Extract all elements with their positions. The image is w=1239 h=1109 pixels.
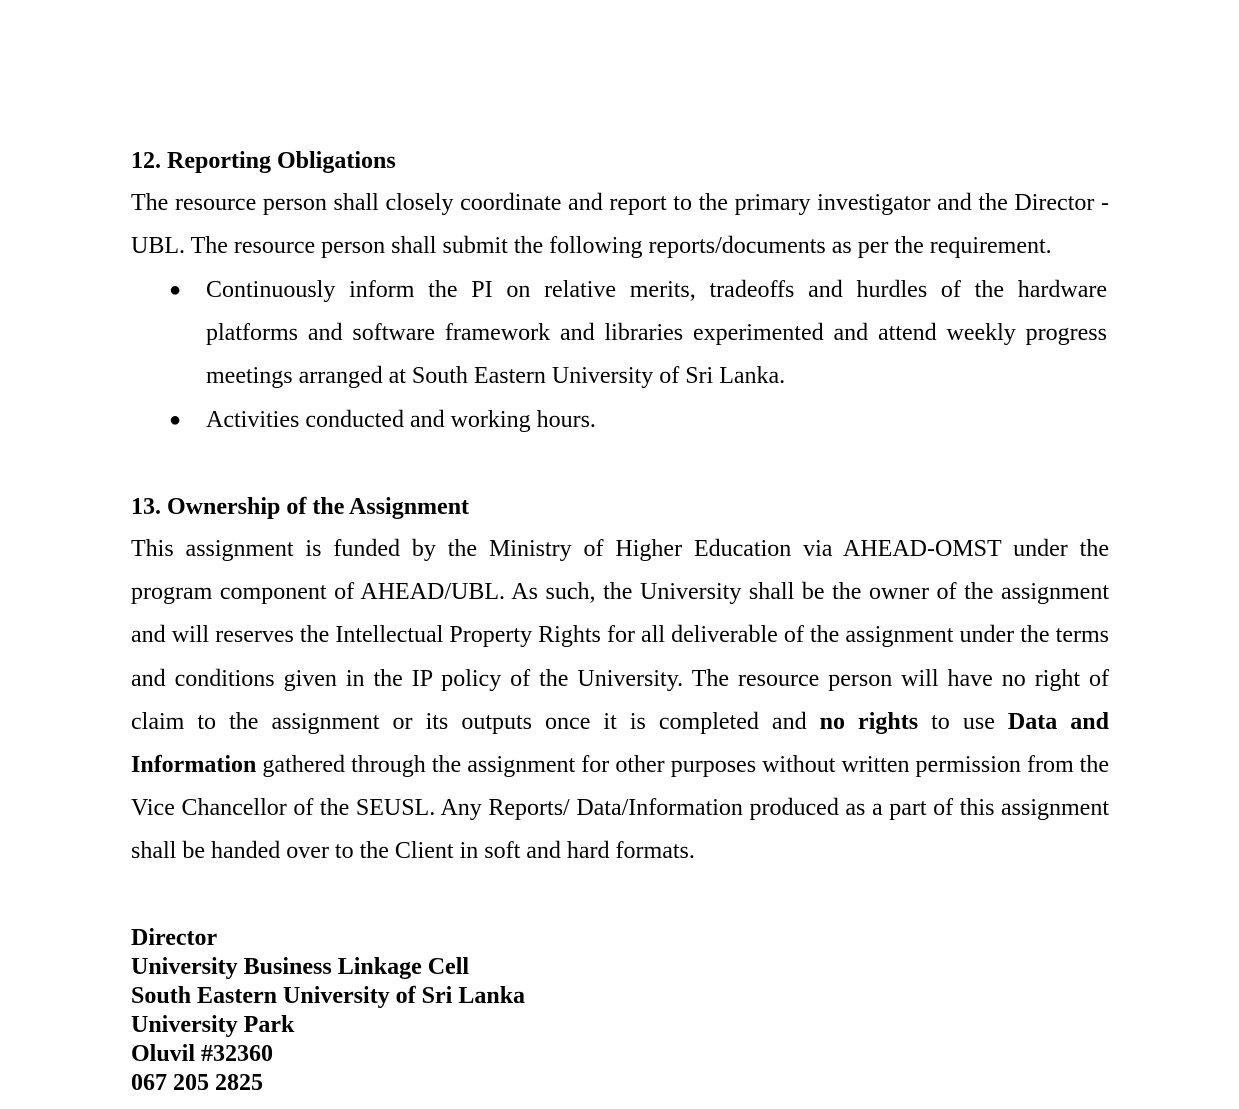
bullet-icon: ● xyxy=(169,408,182,431)
signature-institution: South Eastern University of Sri Lanka xyxy=(131,982,526,1009)
signature-phone: 067 205 2825 xyxy=(131,1069,263,1096)
section-13-heading: 13. Ownership of the Assignment xyxy=(131,494,470,520)
bullet-item xyxy=(131,269,1107,399)
signature-address-line-1: University Park xyxy=(131,1011,295,1038)
bullet-text: Activities conducted and working hours. xyxy=(206,406,596,433)
signature-title: Director xyxy=(131,925,218,951)
paragraph-text: This assignment is funded by the Ministry of Higher Education via AHEAD-OMST under the program component of AHEAD/UBL. As such, the University shall be the owner of the assignment and will reserves the Intellectual Property Rights for all deliverable of the assignment under the terms and conditions given in the IP policy of the University. The resource person will have no right of claim to the assignment or its outputs once it is completed and xyxy=(131,536,1109,735)
section-12-paragraph: The resource person shall closely coordinate and report to the primary investigator and the Director - UBL. The resource person shall submit the following reports/documents as per the requirement. xyxy=(131,190,1109,260)
paragraph-text: gathered through the assignment for other purposes without written permission from the Vice Chancellor of the SEUSL. Any Reports/ Data/Information produced as a part of this assignment shall be handed over to the Client in soft and hard formats. xyxy=(131,752,1109,865)
bold-phrase: no rights xyxy=(819,708,919,735)
section-12-bullet-list xyxy=(131,269,1109,442)
bullet-text: Continuously inform the PI on relative merits, tradeoffs and hurdles of the hardware platforms and software framework and libraries experimented and attend weekly progress meetings arranged at South Eastern University of Sri Lanka. xyxy=(206,277,1107,390)
section-12-heading: 12. Reporting Obligations xyxy=(131,148,396,174)
bullet-item xyxy=(131,399,1107,442)
signature-unit: University Business Linkage Cell xyxy=(131,953,470,980)
signature-address-line-2: Oluvil #32360 xyxy=(131,1040,274,1067)
section-13-paragraph xyxy=(131,528,1109,874)
bullet-icon: ● xyxy=(169,279,182,301)
signature-block xyxy=(131,924,525,1097)
bold-phrase: Data and Information xyxy=(131,708,1110,779)
paragraph-text: to use xyxy=(918,708,1008,735)
